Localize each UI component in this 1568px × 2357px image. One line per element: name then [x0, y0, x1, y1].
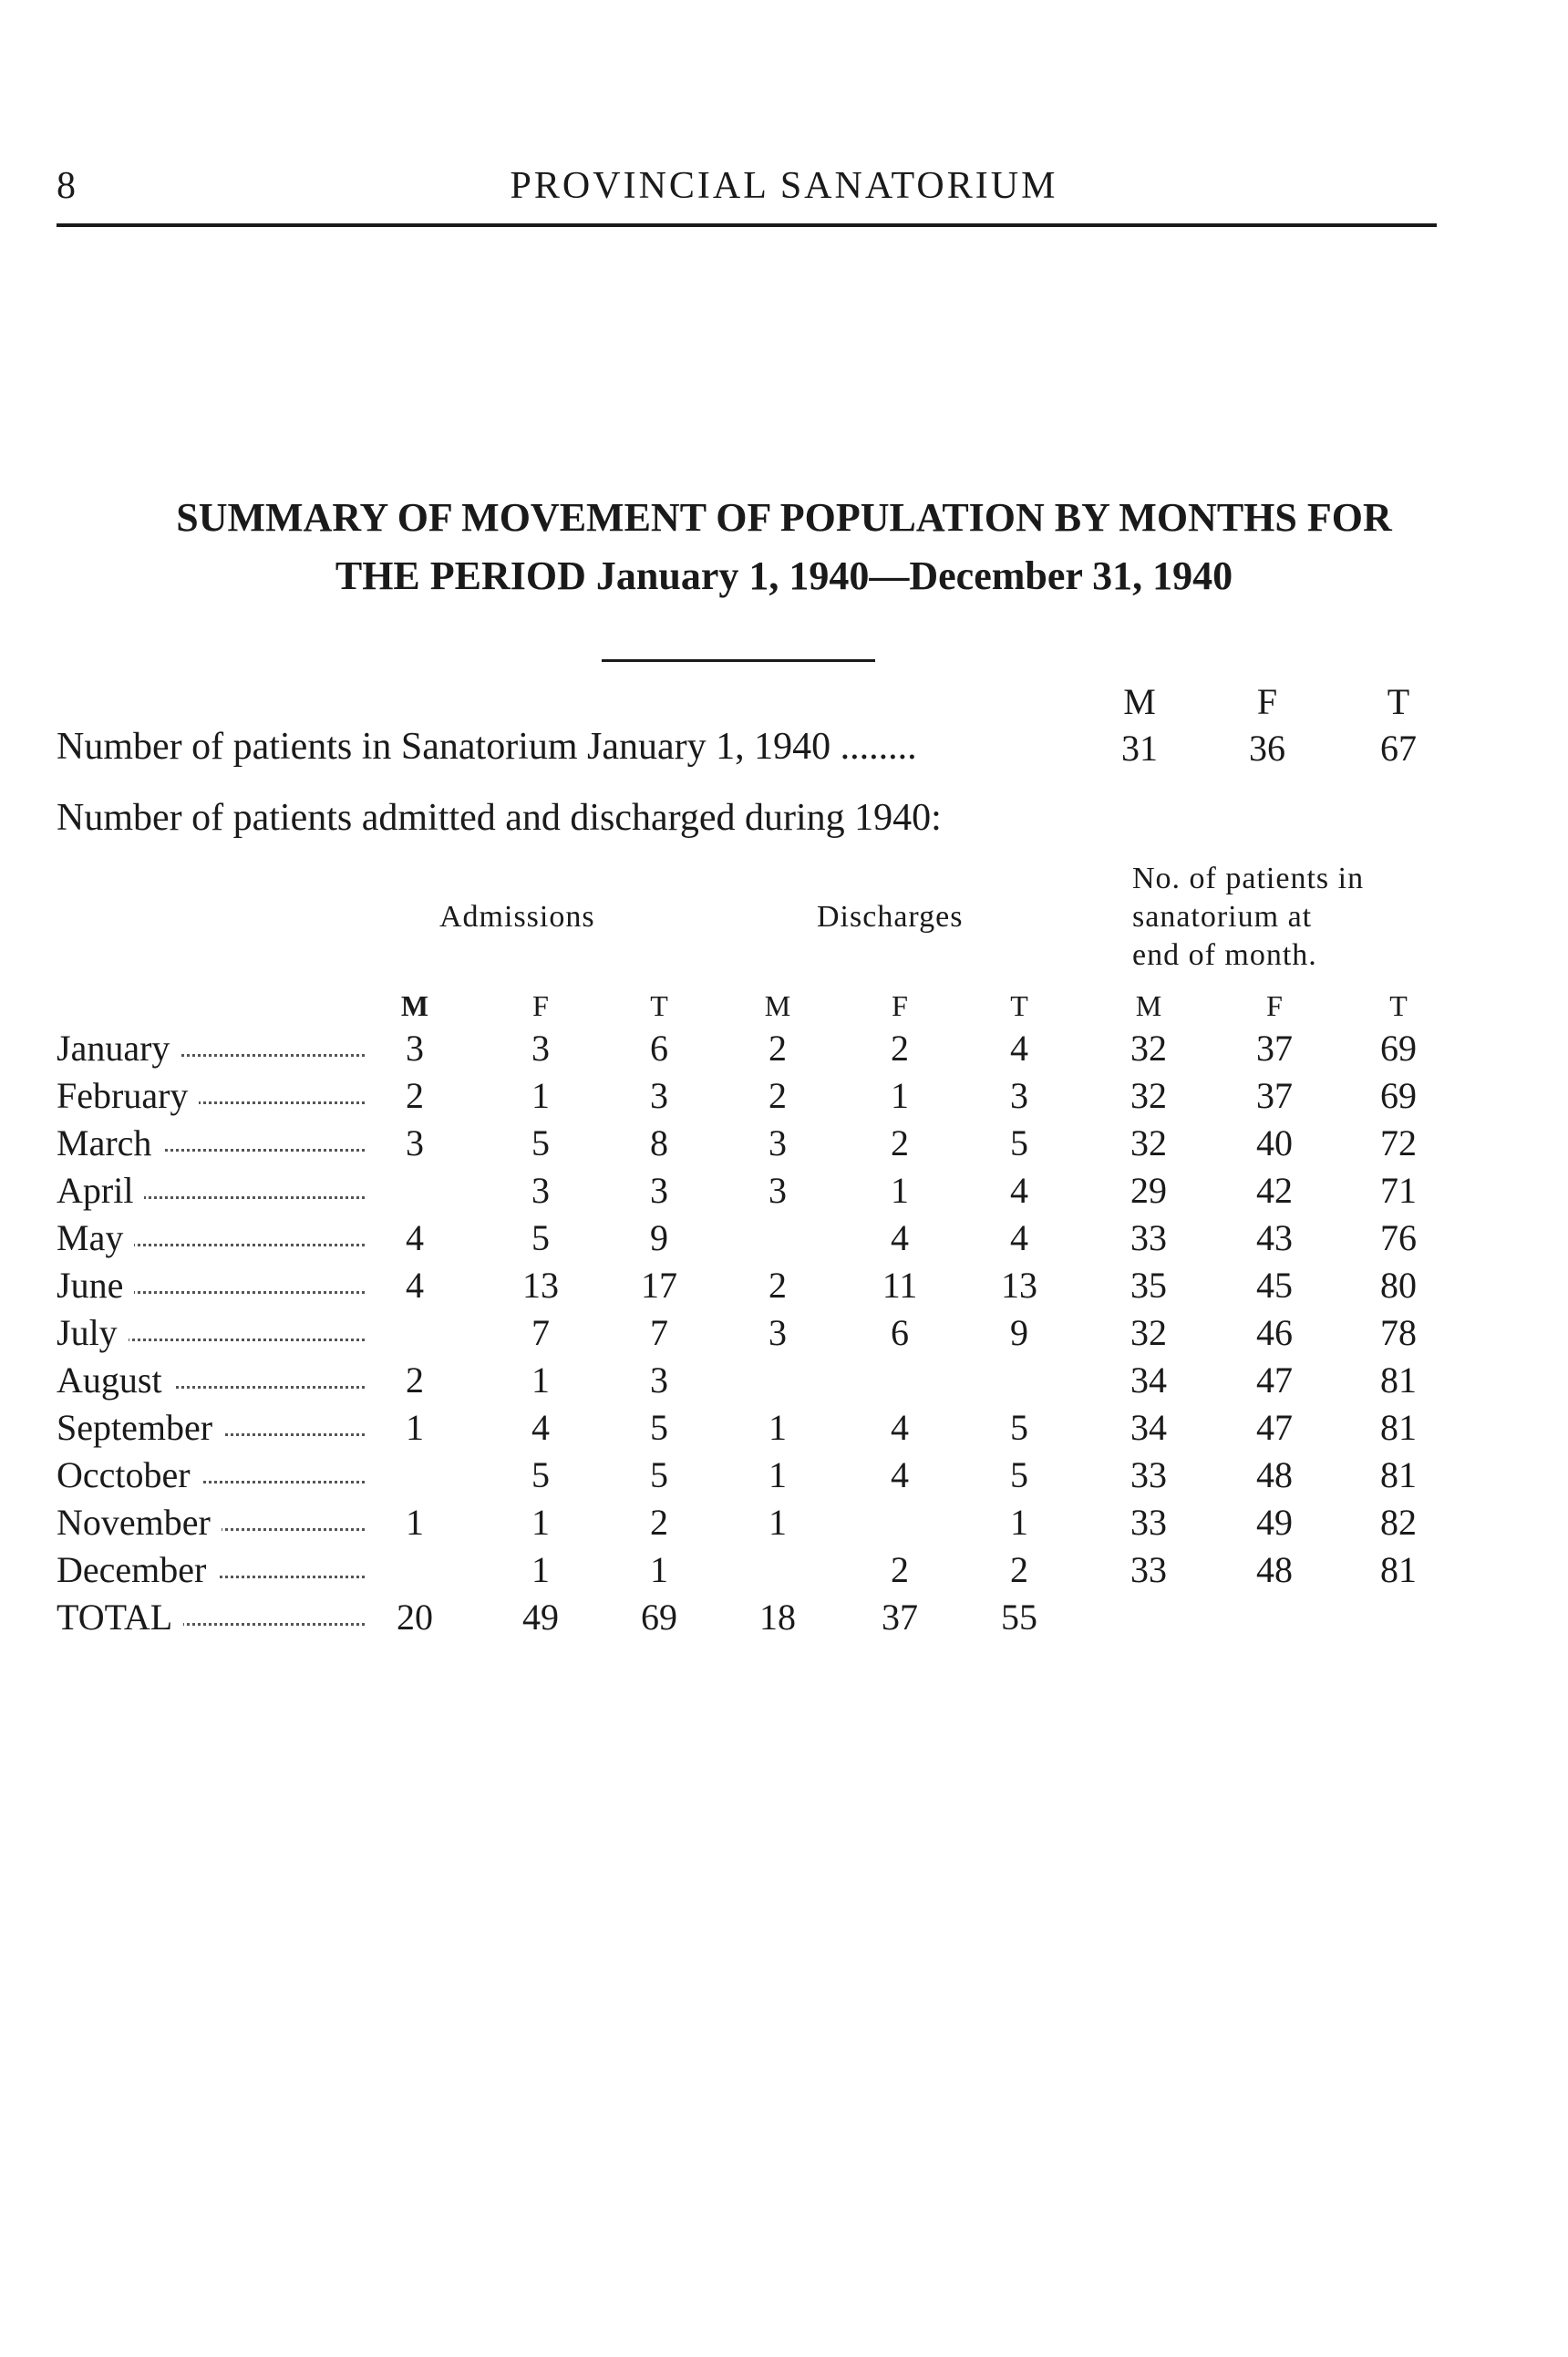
cell-end-f: 43	[1256, 1217, 1293, 1258]
summary-title-line-1: SUMMARY OF MOVEMENT OF POPULATION BY MONTHS FOR	[176, 495, 1392, 540]
opening-header-m: M	[1123, 681, 1156, 722]
month-label: December	[57, 1549, 217, 1590]
cell-admissions-f: 7	[531, 1312, 550, 1353]
cell-end-t: 81	[1380, 1407, 1417, 1448]
table-row	[0, 1216, 1568, 1264]
cell-end-f: 47	[1256, 1407, 1293, 1448]
col-header-end-t: T	[1389, 989, 1408, 1022]
month-label-cell	[57, 1359, 371, 1401]
cell-admissions-t: 2	[650, 1502, 668, 1543]
cell-discharges-m: 18	[759, 1597, 796, 1638]
month-label-cell	[57, 1548, 371, 1591]
cell-discharges-m: 1	[769, 1502, 787, 1543]
cell-admissions-t: 9	[650, 1217, 668, 1258]
cell-end-m: 29	[1130, 1170, 1167, 1211]
admissions-heading: Admissions	[439, 900, 595, 934]
cell-end-t: 69	[1380, 1075, 1417, 1116]
cell-end-f: 45	[1256, 1265, 1293, 1306]
cell-end-t: 71	[1380, 1170, 1417, 1211]
month-label-cell	[57, 1169, 371, 1212]
discharges-heading: Discharges	[817, 900, 964, 934]
month-label-cell	[57, 1406, 371, 1449]
cell-admissions-f: 1	[531, 1502, 550, 1543]
cell-admissions-m: 1	[406, 1407, 424, 1448]
cell-discharges-t: 1	[1010, 1502, 1028, 1543]
cell-admissions-f: 5	[531, 1122, 550, 1163]
cell-admissions-m: 20	[397, 1597, 433, 1638]
month-label: Occtober	[57, 1454, 201, 1495]
admitted-discharged-label: Number of patients admitted and discharged during 1940:	[57, 797, 942, 839]
cell-end-f: 48	[1256, 1549, 1293, 1590]
cell-admissions-t: 1	[650, 1549, 668, 1590]
cell-discharges-f: 4	[891, 1217, 909, 1258]
page-number: 8	[57, 165, 76, 207]
opening-count-total: 67	[1380, 728, 1417, 769]
cell-discharges-f: 4	[891, 1407, 909, 1448]
cell-end-m: 32	[1130, 1028, 1167, 1069]
cell-end-t: 76	[1380, 1217, 1417, 1258]
cell-admissions-m: 3	[406, 1028, 424, 1069]
cell-end-t: 82	[1380, 1502, 1417, 1543]
cell-discharges-m: 3	[769, 1312, 787, 1353]
cell-admissions-t: 69	[641, 1597, 677, 1638]
cell-discharges-t: 4	[1010, 1170, 1028, 1211]
col-header-admissions-m: M	[400, 989, 429, 1022]
cell-discharges-m: 2	[769, 1265, 787, 1306]
cell-admissions-f: 1	[531, 1359, 550, 1401]
cell-discharges-f: 2	[891, 1028, 909, 1069]
col-header-end-m: M	[1135, 989, 1162, 1022]
month-label-cell	[57, 1074, 371, 1117]
cell-discharges-t: 9	[1010, 1312, 1028, 1353]
table-row	[0, 1169, 1568, 1216]
month-label: November	[57, 1502, 222, 1543]
opening-count-male: 31	[1121, 728, 1158, 769]
cell-discharges-t: 2	[1010, 1549, 1028, 1590]
cell-admissions-t: 5	[650, 1454, 668, 1495]
table-row	[0, 1596, 1568, 1643]
cell-admissions-m: 4	[406, 1217, 424, 1258]
cell-admissions-f: 3	[531, 1170, 550, 1211]
cell-admissions-t: 6	[650, 1028, 668, 1069]
end-month-heading-line-3: end of month.	[1132, 938, 1317, 972]
table-row	[0, 1406, 1568, 1453]
month-label: May	[57, 1217, 134, 1258]
cell-admissions-f: 1	[531, 1075, 550, 1116]
opening-header-t: T	[1387, 681, 1410, 722]
cell-admissions-m: 2	[406, 1075, 424, 1116]
col-header-discharges-t: T	[1010, 989, 1028, 1022]
cell-end-t: 81	[1380, 1454, 1417, 1495]
table-row	[0, 1359, 1568, 1406]
cell-discharges-f: 2	[891, 1122, 909, 1163]
cell-discharges-m: 2	[769, 1028, 787, 1069]
cell-discharges-f: 2	[891, 1549, 909, 1590]
opening-header-f: F	[1256, 681, 1278, 722]
cell-end-m: 33	[1130, 1454, 1167, 1495]
end-month-heading-line-2: sanatorium at	[1132, 900, 1313, 934]
cell-end-m: 33	[1130, 1549, 1167, 1590]
cell-end-m: 32	[1130, 1122, 1167, 1163]
cell-end-f: 48	[1256, 1454, 1293, 1495]
cell-admissions-f: 3	[531, 1028, 550, 1069]
running-title: PROVINCIAL SANATORIUM	[510, 165, 1058, 207]
month-label: February	[57, 1075, 199, 1116]
cell-admissions-t: 3	[650, 1359, 668, 1401]
month-label-cell	[57, 1027, 371, 1070]
month-label: August	[57, 1359, 173, 1401]
table-row	[0, 1122, 1568, 1169]
cell-discharges-f: 11	[882, 1265, 918, 1306]
cell-end-t: 72	[1380, 1122, 1417, 1163]
col-header-end-f: F	[1266, 989, 1283, 1022]
end-month-heading-line-1: No. of patients in	[1132, 862, 1365, 895]
month-label: TOTAL	[57, 1597, 183, 1638]
cell-end-t: 81	[1380, 1549, 1417, 1590]
cell-end-f: 42	[1256, 1170, 1293, 1211]
cell-admissions-t: 3	[650, 1170, 668, 1211]
cell-end-f: 37	[1256, 1075, 1293, 1116]
cell-admissions-f: 49	[522, 1597, 559, 1638]
col-header-admissions-t: T	[650, 989, 668, 1022]
opening-count-female: 36	[1249, 728, 1285, 769]
cell-admissions-t: 3	[650, 1075, 668, 1116]
cell-admissions-m: 1	[406, 1502, 424, 1543]
cell-end-f: 47	[1256, 1359, 1293, 1401]
cell-end-m: 34	[1130, 1359, 1167, 1401]
month-label: January	[57, 1028, 181, 1069]
month-label-cell	[57, 1264, 371, 1307]
cell-discharges-t: 4	[1010, 1217, 1028, 1258]
cell-end-m: 32	[1130, 1075, 1167, 1116]
cell-discharges-t: 5	[1010, 1407, 1028, 1448]
table-row	[0, 1264, 1568, 1311]
table-row	[0, 1074, 1568, 1122]
cell-end-m: 33	[1130, 1217, 1167, 1258]
cell-end-m: 35	[1130, 1265, 1167, 1306]
month-label-cell	[57, 1122, 371, 1164]
cell-admissions-f: 4	[531, 1407, 550, 1448]
cell-discharges-m: 3	[769, 1122, 787, 1163]
month-label-cell	[57, 1453, 371, 1496]
opening-count-label: Number of patients in Sanatorium January 1, 1940 ........	[57, 726, 917, 768]
cell-discharges-t: 3	[1010, 1075, 1028, 1116]
cell-admissions-f: 1	[531, 1549, 550, 1590]
cell-discharges-f: 1	[891, 1170, 909, 1211]
cell-admissions-m: 3	[406, 1122, 424, 1163]
cell-admissions-t: 8	[650, 1122, 668, 1163]
col-header-discharges-m: M	[764, 989, 791, 1022]
cell-end-t: 80	[1380, 1265, 1417, 1306]
cell-end-t: 81	[1380, 1359, 1417, 1401]
month-label: March	[57, 1122, 162, 1163]
cell-discharges-t: 55	[1001, 1597, 1037, 1638]
cell-admissions-f: 5	[531, 1217, 550, 1258]
month-label-cell	[57, 1501, 371, 1544]
cell-discharges-m: 1	[769, 1454, 787, 1495]
cell-end-m: 34	[1130, 1407, 1167, 1448]
cell-discharges-f: 1	[891, 1075, 909, 1116]
month-label-cell	[57, 1311, 371, 1354]
col-header-admissions-f: F	[532, 989, 549, 1022]
cell-discharges-m: 3	[769, 1170, 787, 1211]
cell-end-f: 46	[1256, 1312, 1293, 1353]
cell-discharges-t: 4	[1010, 1028, 1028, 1069]
cell-admissions-f: 13	[522, 1265, 559, 1306]
cell-discharges-f: 6	[891, 1312, 909, 1353]
month-label: April	[57, 1170, 144, 1211]
cell-admissions-f: 5	[531, 1454, 550, 1495]
header-rule	[57, 223, 1437, 227]
cell-discharges-m: 2	[769, 1075, 787, 1116]
table-row	[0, 1027, 1568, 1074]
cell-end-m: 33	[1130, 1502, 1167, 1543]
month-label-cell	[57, 1596, 371, 1639]
cell-admissions-t: 7	[650, 1312, 668, 1353]
cell-admissions-t: 5	[650, 1407, 668, 1448]
col-header-discharges-f: F	[892, 989, 908, 1022]
month-label: July	[57, 1312, 129, 1353]
cell-end-f: 40	[1256, 1122, 1293, 1163]
cell-discharges-t: 5	[1010, 1122, 1028, 1163]
cell-end-t: 78	[1380, 1312, 1417, 1353]
month-label: September	[57, 1407, 223, 1448]
title-divider	[602, 659, 875, 662]
cell-discharges-m: 1	[769, 1407, 787, 1448]
cell-admissions-t: 17	[641, 1265, 677, 1306]
cell-discharges-f: 37	[882, 1597, 918, 1638]
cell-end-f: 37	[1256, 1028, 1293, 1069]
cell-discharges-t: 5	[1010, 1454, 1028, 1495]
cell-admissions-m: 4	[406, 1265, 424, 1306]
cell-discharges-t: 13	[1001, 1265, 1037, 1306]
cell-end-t: 69	[1380, 1028, 1417, 1069]
table-row	[0, 1501, 1568, 1548]
table-row	[0, 1311, 1568, 1359]
month-label-cell	[57, 1216, 371, 1259]
table-row	[0, 1453, 1568, 1501]
summary-title-line-2: THE PERIOD January 1, 1940—December 31, 1940	[335, 553, 1233, 598]
cell-admissions-m: 2	[406, 1359, 424, 1401]
table-row	[0, 1548, 1568, 1596]
cell-discharges-f: 4	[891, 1454, 909, 1495]
cell-end-m: 32	[1130, 1312, 1167, 1353]
month-label: June	[57, 1265, 134, 1306]
cell-end-f: 49	[1256, 1502, 1293, 1543]
